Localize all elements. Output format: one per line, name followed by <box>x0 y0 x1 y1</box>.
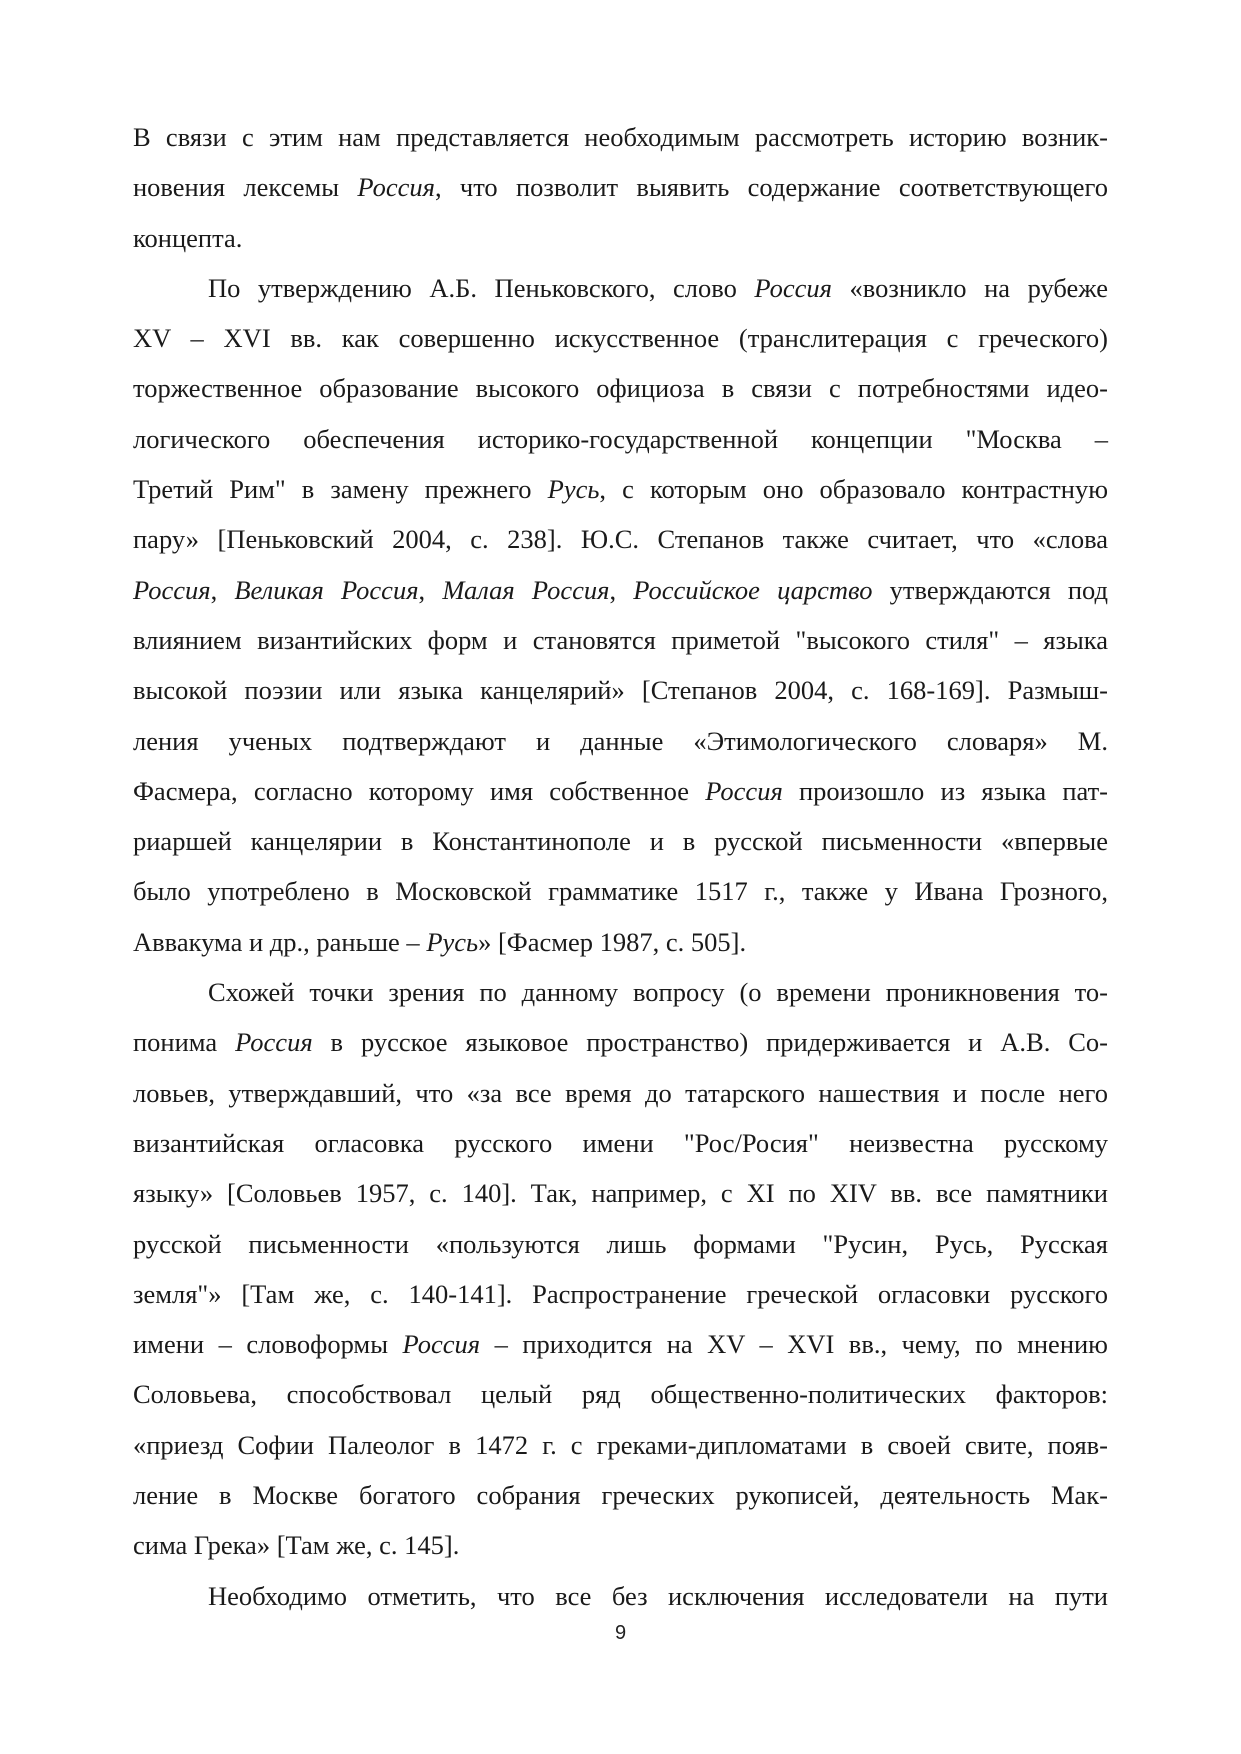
paragraph <box>133 967 1108 1571</box>
paragraph <box>133 112 1108 263</box>
text-line: языку» [Соловьев 1957, с. 140]. Так, например, с XI по XIV вв. все памятники <box>133 1178 1108 1209</box>
text-line: риаршей канцелярии в Константинополе и в русской письменности «впервые <box>133 826 1108 857</box>
text-line: ления ученых подтверждают и данные «Этимологического словаря» М. <box>133 725 1108 756</box>
text-line: Аввакума и др., раньше – Русь» [Фасмер 1987, с. 505]. <box>133 926 747 957</box>
text-line: Третий Рим" в замену прежнего Русь, с которым оно образовало контрастную <box>133 474 1108 505</box>
paragraph <box>133 1571 1108 1621</box>
italic-term: Русь <box>426 926 479 957</box>
body-text <box>133 112 1108 1621</box>
text-line: было употреблено в Московской грамматике 1517 г., также у Ивана Грозного, <box>133 876 1108 907</box>
paragraph <box>133 263 1108 967</box>
text-line: влиянием византийских форм и становятся приметой "высокого стиля" – языка <box>133 624 1108 655</box>
text-line: торжественное образование высокого официоза в связи с потребностями идео- <box>133 373 1108 404</box>
italic-term: Россия <box>357 172 435 203</box>
text-line: По утверждению А.Б. Пеньковского, слово Россия «возникло на рубеже <box>208 272 1109 303</box>
text-line: новения лексемы Россия, что позволит выявить содержание соответствующего <box>133 172 1108 203</box>
text-line: ловьев, утверждавший, что «за все время до татарского нашествия и после него <box>133 1077 1108 1108</box>
text-line: Фасмера, согласно которому имя собственное Россия произошло из языка пат- <box>133 775 1108 806</box>
text-line: пару» [Пеньковский 2004, с. 238]. Ю.С. Степанов также считает, что «слова <box>133 524 1108 555</box>
text-line: «приезд Софии Палеолог в 1472 г. с греками-дипломатами в своей свите, появ- <box>133 1429 1108 1460</box>
text-line: земля"» [Там же, с. 140-141]. Распространение греческой огласовки русского <box>133 1278 1108 1309</box>
text-line: В связи с этим нам представляется необходимым рассмотреть историю возник- <box>133 122 1108 152</box>
italic-term: Российское царство <box>633 574 873 605</box>
italic-term: Великая Россия <box>234 574 419 605</box>
text-line: Россия, Великая Россия, Малая Россия, Российское царство утверждаются под <box>133 574 1109 605</box>
text-line: византийская огласовка русского имени "Рос/Росия" неизвестна русскому <box>133 1127 1108 1158</box>
text-line: Необходимо отметить, что все без исключения исследователи на пути <box>208 1580 1108 1611</box>
text-line: имени – словоформы Россия – приходится на XV – XVI вв., чему, по мнению <box>133 1329 1108 1360</box>
italic-term: Россия <box>402 1329 481 1360</box>
italic-term: Россия <box>705 775 783 806</box>
text-line: высокой поэзии или языка канцелярий» [Степанов 2004, с. 168-169]. Размыш- <box>133 675 1108 706</box>
text-line: ление в Москве богатого собрания греческих рукописей, деятельность Мак- <box>133 1480 1108 1511</box>
text-line: русской письменности «пользуются лишь формами "Русин, Русь, Русская <box>133 1228 1108 1259</box>
italic-term: Россия <box>754 272 832 303</box>
text-line: сима Грека» [Там же, с. 145]. <box>133 1530 460 1561</box>
text-line: Схожей точки зрения по данному вопросу (о времени проникновения то- <box>208 977 1108 1008</box>
italic-term: Россия <box>235 1027 313 1058</box>
text-line: понима Россия в русское языковое пространство) придерживается и А.В. Со- <box>133 1027 1108 1058</box>
italic-term: Малая Россия <box>442 574 610 605</box>
page-number: 9 <box>614 1622 627 1644</box>
text-line: XV – XVI вв. как совершенно искусственное (транслитерация с греческого) <box>133 323 1108 354</box>
text-line: логического обеспечения историко-государственной концепции "Москва – <box>133 423 1108 454</box>
italic-term: Русь <box>547 474 600 505</box>
italic-term: Россия <box>133 574 211 605</box>
text-line: концепта. <box>133 222 243 253</box>
text-line: Соловьева, способствовал целый ряд общественно-политических факторов: <box>133 1379 1108 1410</box>
